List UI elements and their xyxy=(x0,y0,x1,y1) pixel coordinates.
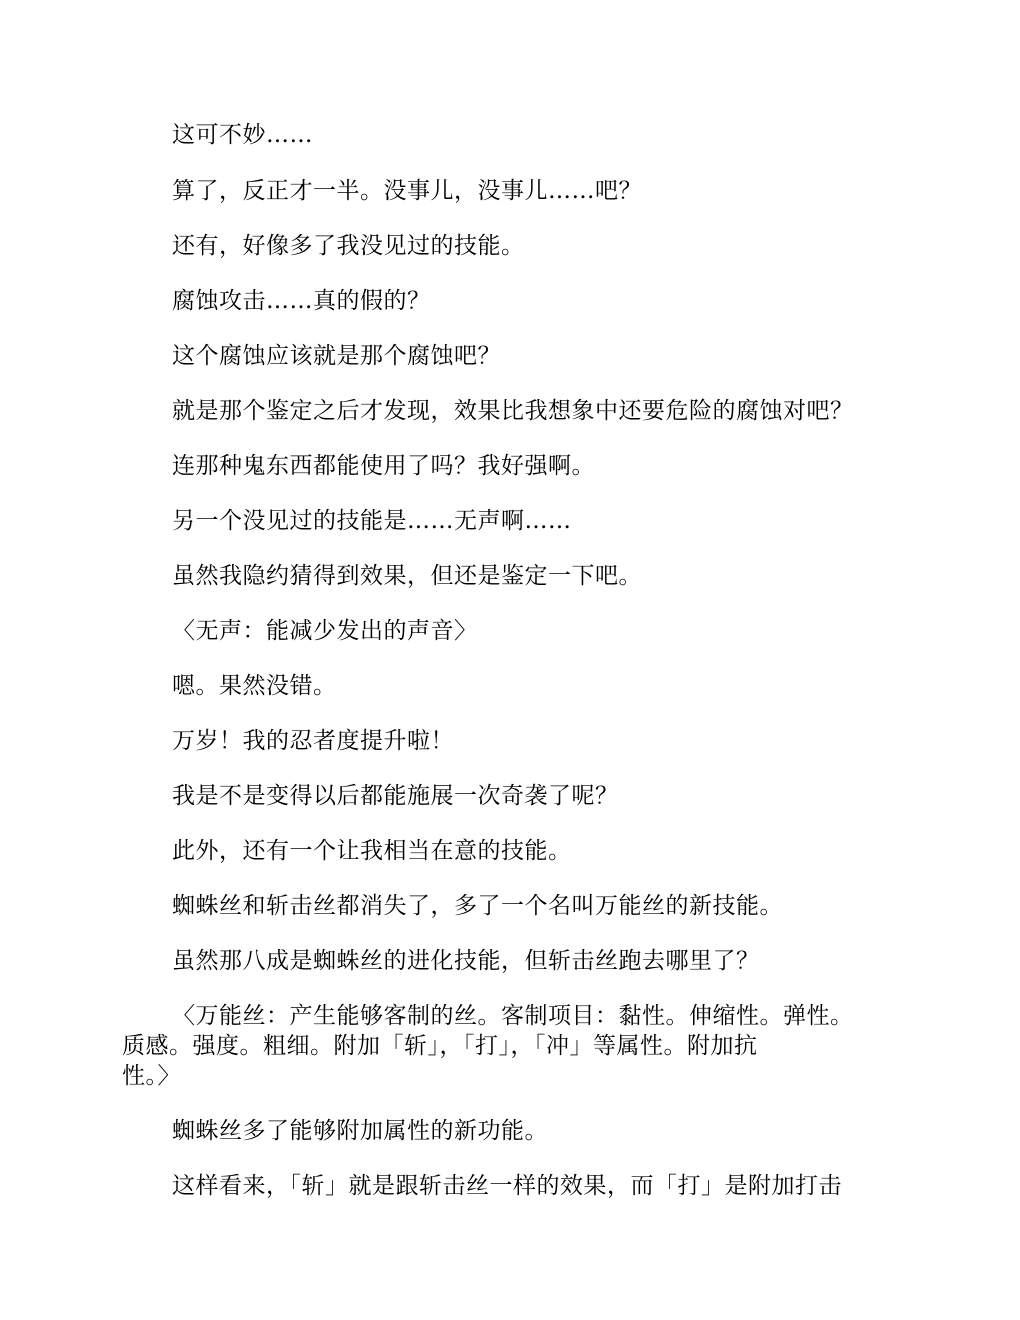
paragraph: 连那种鬼东西都能使用了吗？我好强啊。 xyxy=(172,453,595,479)
paragraph: 我是不是变得以后都能施展一次奇袭了呢？ xyxy=(172,783,619,809)
paragraph: 万岁！我的忍者度提升啦！ xyxy=(172,728,454,754)
paragraph: 另一个没见过的技能是……无声啊…… xyxy=(172,508,572,534)
paragraph: 这样看来，「斩」就是跟斩击丝一样的效果，而「打」是附加打击 xyxy=(172,1173,842,1199)
paragraph: 嗯。果然没错。 xyxy=(172,673,337,699)
paragraph: 算了，反正才一半。没事儿，没事儿……吧？ xyxy=(172,178,642,204)
paragraph: 还有，好像多了我没见过的技能。 xyxy=(172,233,525,259)
paragraph: 就是那个鉴定之后才发现，效果比我想象中还要危险的腐蚀对吧？ xyxy=(172,398,854,424)
paragraph: 虽然我隐约猜得到效果，但还是鉴定一下吧。 xyxy=(172,563,642,589)
skill-box-line-1: 〈万能丝：产生能够客制的丝。客制项目：黏性。伸缩性。弹性。 xyxy=(172,1003,854,1029)
skill-box-line-3: 性。〉 xyxy=(122,1063,181,1089)
skill-description: 〈无声：能减少发出的声音〉 xyxy=(172,618,478,644)
skill-box-line-2: 质感。强度。粗细。附加「斩」，「打」，「冲」等属性。附加抗 xyxy=(122,1033,758,1059)
paragraph: 蜘蛛丝多了能够附加属性的新功能。 xyxy=(172,1118,548,1144)
paragraph: 虽然那八成是蜘蛛丝的进化技能，但斩击丝跑去哪里了？ xyxy=(172,948,760,974)
paragraph: 这个腐蚀应该就是那个腐蚀吧？ xyxy=(172,343,501,369)
paragraph: 这可不妙…… xyxy=(172,122,313,148)
paragraph: 腐蚀攻击……真的假的？ xyxy=(172,288,431,314)
paragraph: 蜘蛛丝和斩击丝都消失了，多了一个名叫万能丝的新技能。 xyxy=(172,893,783,919)
paragraph: 此外，还有一个让我相当在意的技能。 xyxy=(172,838,572,864)
